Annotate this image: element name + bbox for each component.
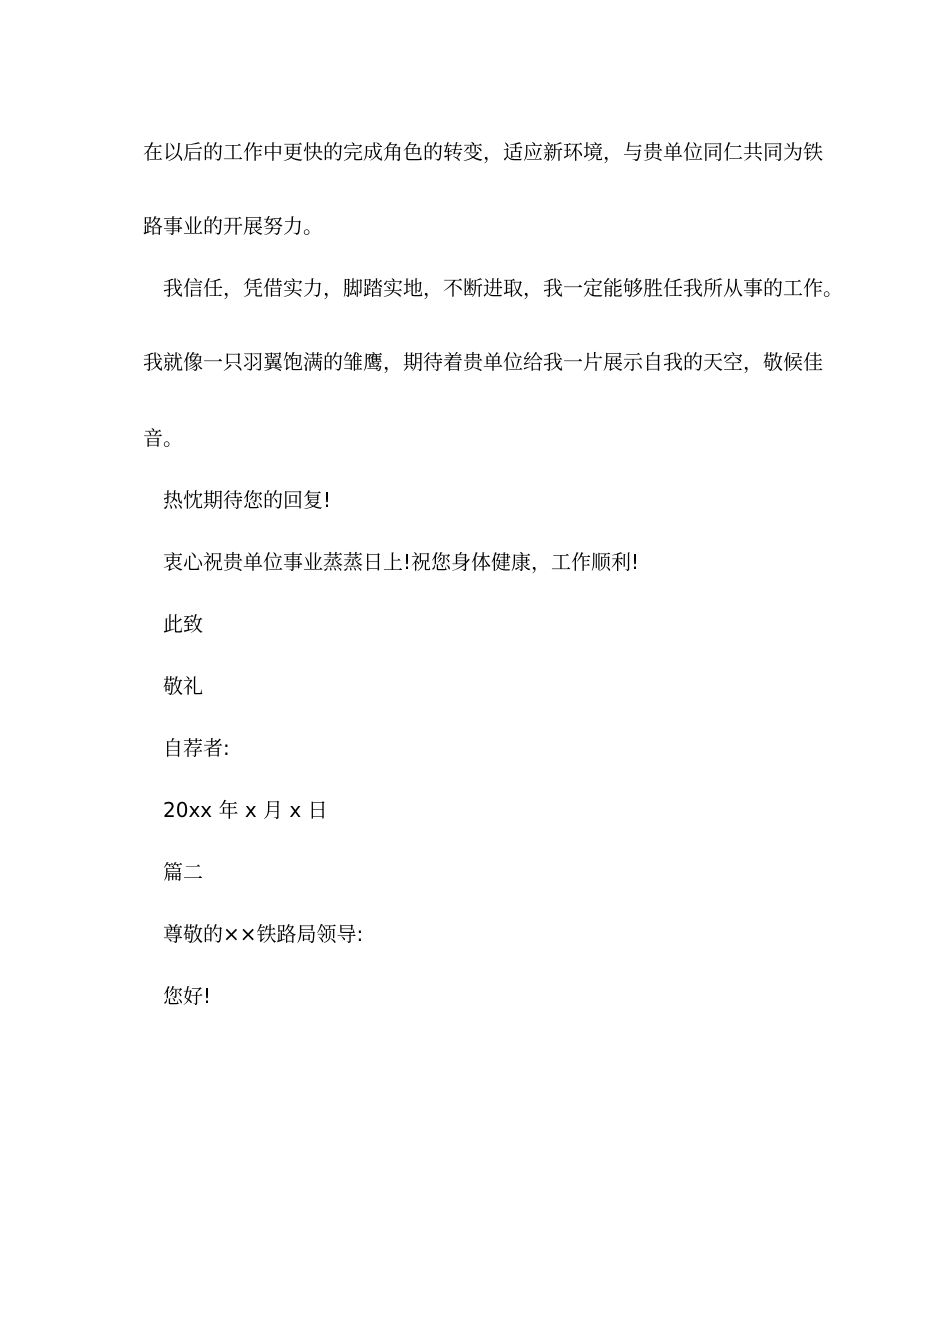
section-heading: 篇二 <box>163 860 203 884</box>
second-letter-greeting: 尊敬的××铁路局领导: <box>163 922 364 946</box>
wishes-text: 衷心祝贵单位事业蒸蒸日上!祝您身体健康，工作顺利! <box>163 550 640 574</box>
letter-date: 20xx 年 x 月 x 日 <box>163 798 328 822</box>
paragraph-2-line-1: 我信任，凭借实力，脚踏实地，不断进取，我一定能够胜任我所从事的工作。 <box>163 276 843 300</box>
second-letter-hello: 您好! <box>163 984 212 1008</box>
paragraph-1-line-2: 路事业的开展努力。 <box>143 214 323 238</box>
signer-label: 自荐者: <box>163 736 230 760</box>
paragraph-2-line-3: 音。 <box>143 426 183 450</box>
salutation-line-1: 此致 <box>163 612 203 636</box>
paragraph-2-line-2: 我就像一只羽翼饱满的雏鹰，期待着贵单位给我一片展示自我的天空，敬候佳 <box>143 350 823 374</box>
await-reply-text: 热忱期待您的回复! <box>163 488 332 512</box>
paragraph-1-line-1: 在以后的工作中更快的完成角色的转变，适应新环境，与贵单位同仁共同为铁 <box>143 140 823 164</box>
salutation-line-2: 敬礼 <box>163 674 203 698</box>
